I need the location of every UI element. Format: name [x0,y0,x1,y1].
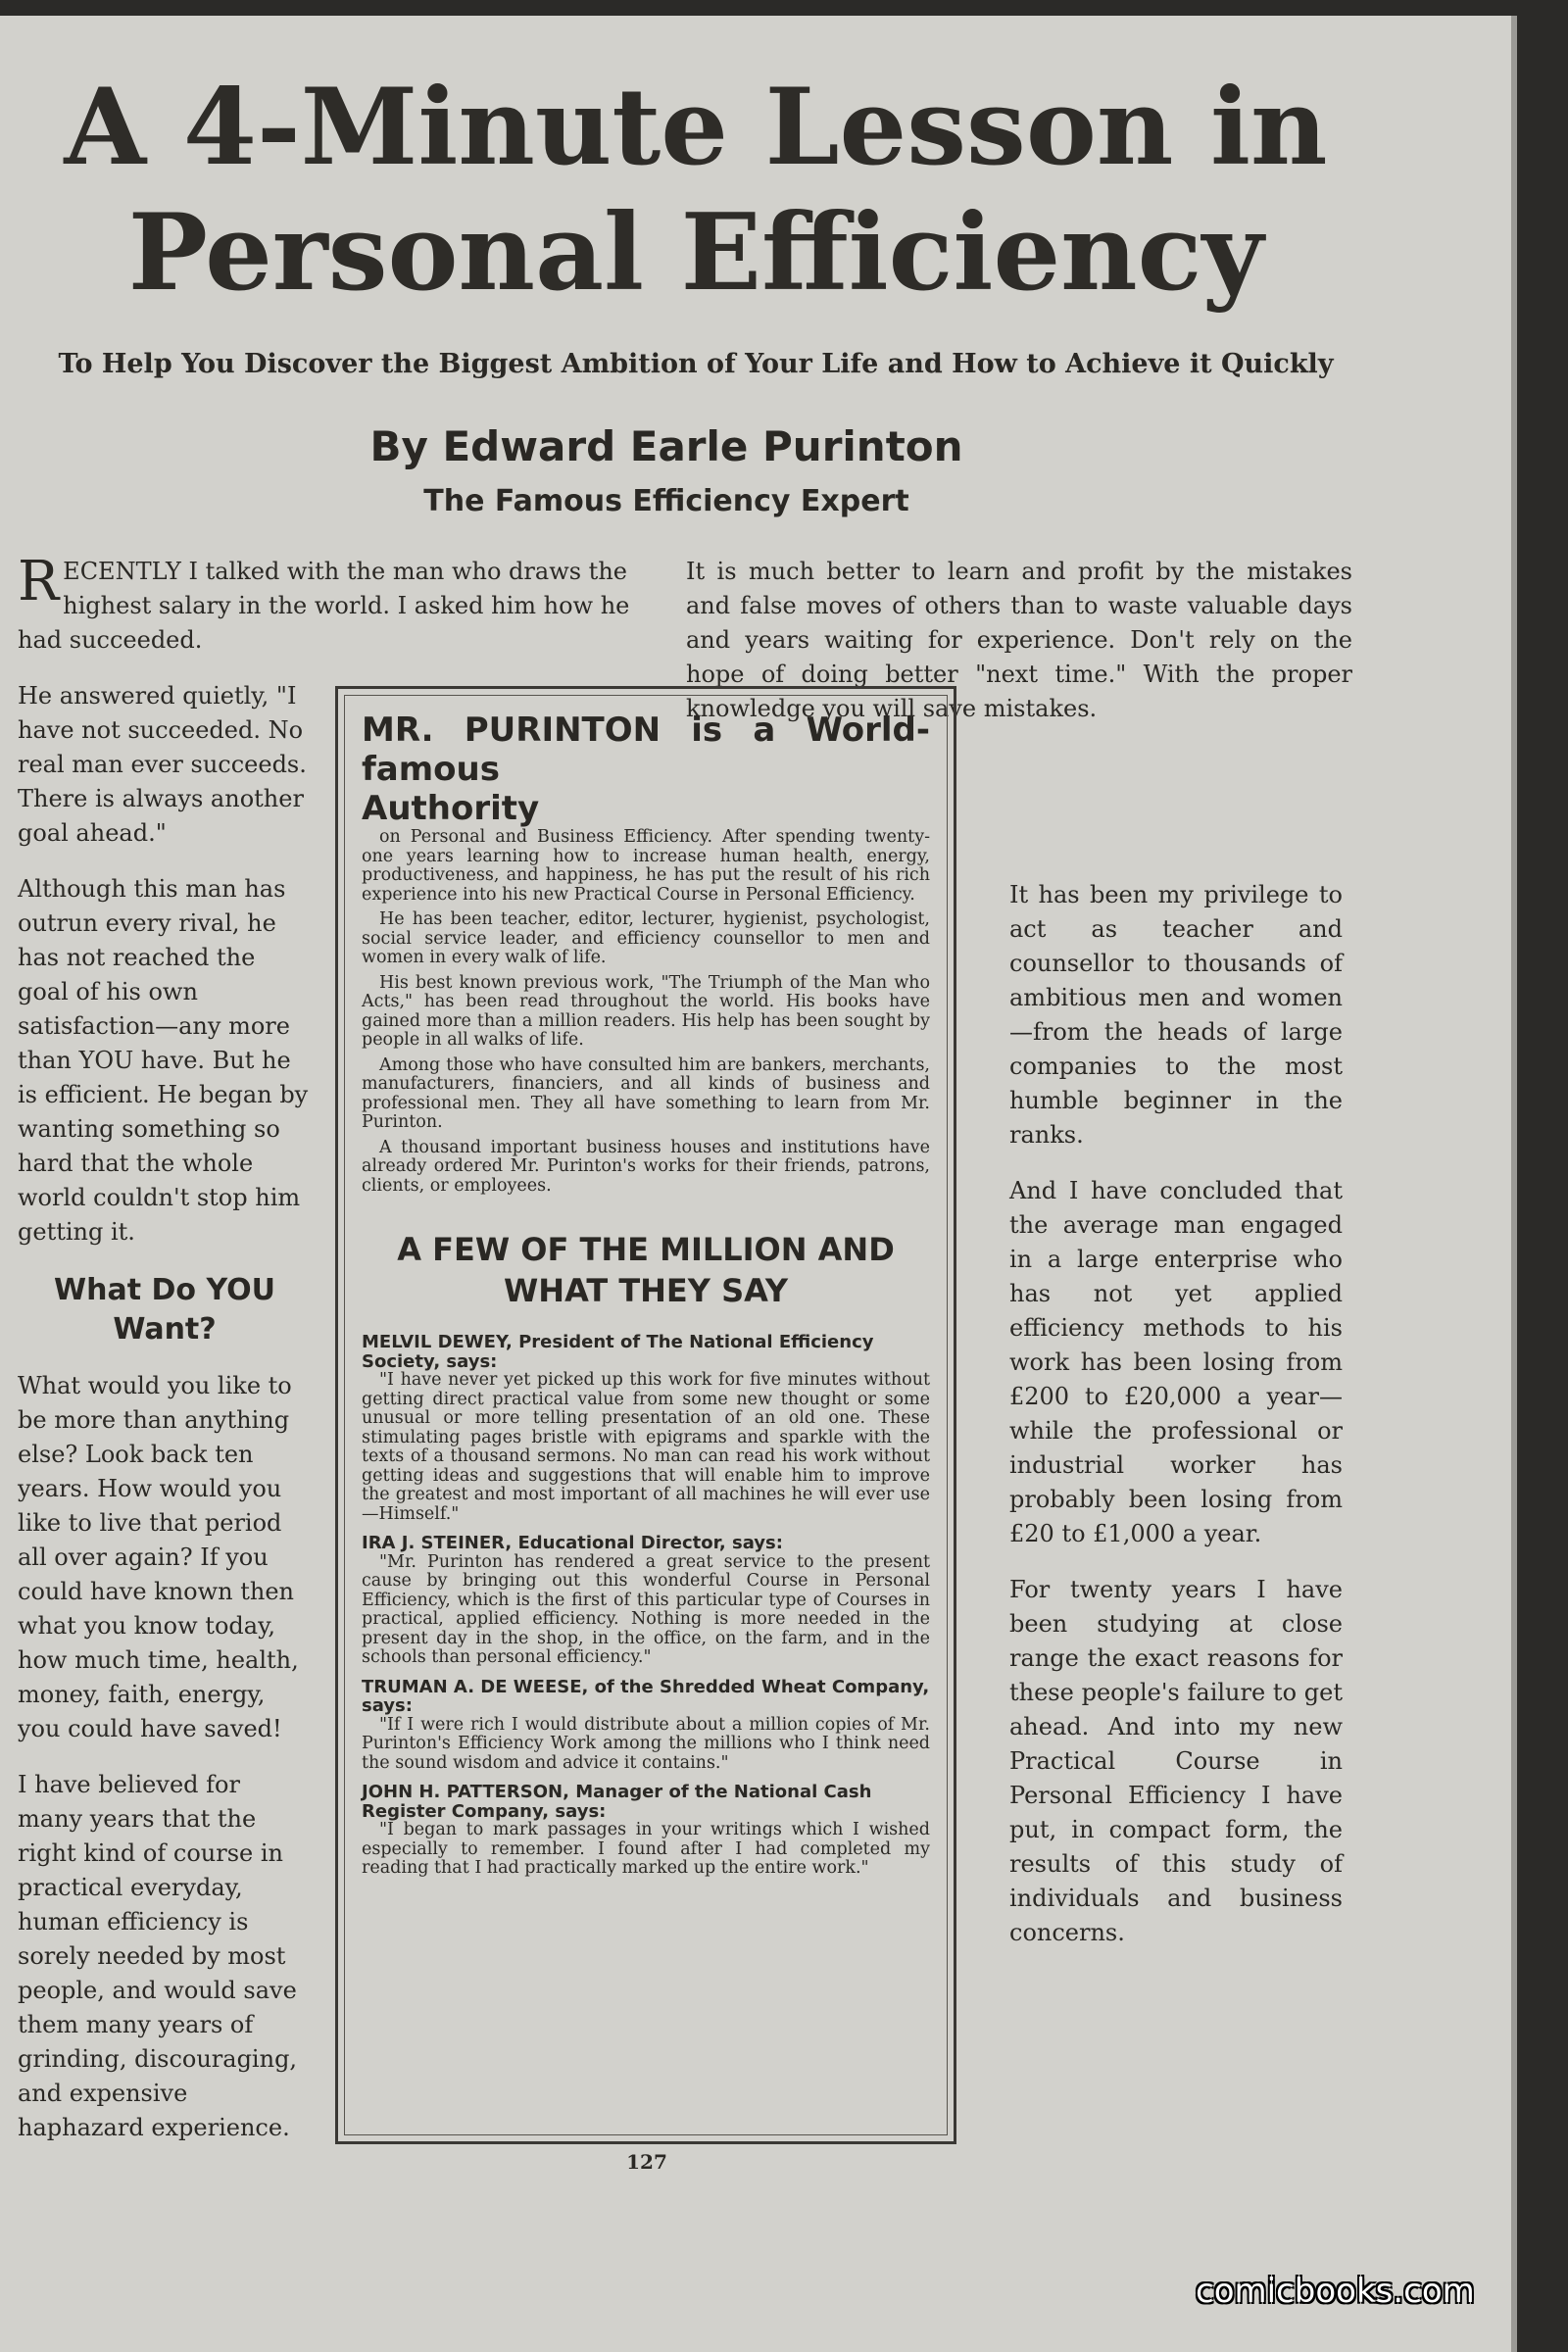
box-heading [362,710,930,828]
testimonials-heading: A FEW OF THE MILLION AND WHAT THEY SAY [397,1231,895,1309]
testimonial-quote: "Mr. Purinton has rendered a great service to the present cause by bringing out this wonderful Course in Personal Efficiency, which is the first of this particular type of Courses in practical, applied efficiency. Nothing is more needed in the present day in the shop, in the office, on the farm, and in the schools than personal efficiency." [362,1551,930,1667]
left-paragraph-4: What would you like to be more than anything else? Look back ten years. How would you like to live that period all over again? If you could have known then what you know today, how much time, health, money, faith, energy, you could have saved! [18,1372,299,1742]
testimonial-quote: "I have never yet picked up this work for five minutes without getting direct practical value from some new thought or some unusual or more telling presentation of an old one. These stimulating pages bristle with epigrams and sparkle with the texts of a thousand sermons. No man can read his work without getting ideas and suggestions that will enable him to improve the greatest and most important of all machines he will ever use—Himself." [362,1370,930,1524]
drop-cap: R [18,550,60,613]
testimonial [362,1534,930,1668]
intro-text: ECENTLY I talked with the man who draws the highest salary in the world. I asked him how he had succeeded. [18,558,630,654]
testimonial-author: IRA J. STEINER, Educational Director, says: [362,1533,783,1553]
left-paragraph-5: I have believed for many years that the right kind of course in practical everyday, human efficiency is sorely needed by most people, and would save them many years of grinding, discouraging, and expensive haphazard experience. [18,1771,298,2141]
left-paragraph-3: Although this man has outrun every rival, he has not reached the goal of his own satisfaction—any more than YOU have. But he is efficient. He began by wanting something so hard that the whole world couldn't stop him getting it. [18,875,309,1246]
testimonial [362,1333,930,1524]
testimonial-quote: "If I were rich I would distribute about a million copies of Mr. Purinton's Efficiency Work among the millions who I think need the sound wisdom and advice it contains." [362,1714,930,1773]
author-byline: By Edward Earle Purinton [369,422,963,470]
authority-sidebar-box [335,686,956,2144]
left-paragraph-2: He answered quietly, "I have not succeeded. No real man ever succeeds. There is always another goal ahead." [18,682,307,847]
watermark: comicbooks.com [1196,2272,1475,2311]
box-heading-line: MR. PURINTON is a World-famous [362,710,930,789]
article-subtitle: To Help You Discover the Biggest Ambition of Your Life and How to Achieve it Quickly [58,349,1334,379]
testimonial-author: TRUMAN A. DE WEESE, of the Shredded Wheat Company, says: [362,1676,930,1716]
testimonial-author: MELVIL DEWEY, President of The National Efficiency Society, says: [362,1332,874,1372]
box-heading-authority: Authority [362,789,540,828]
box-paragraph-3: His best known previous work, "The Triumph of the Man who Acts," has been read throughout the world. His books have gained more than a million readers. His help has been sought by people in all walks of life. [362,972,930,1050]
right-paragraph-4: For twenty years I have been studying at close range the exact reasons for these people's failure to get ahead. And into my new Practical Course in Personal Efficiency I have put, in compact form, the results of this study of individuals and business concerns. [1009,1576,1343,1946]
title-line-1: A 4-Minute Lesson in [64,66,1328,189]
testimonial [362,1678,930,1774]
intro-paragraph [18,550,645,658]
right-paragraph-3: And I have concluded that the average man engaged in a large enterprise who has not yet applied efficiency methods to his work has been losing from £200 to £20,000 a year—while the professional or industrial worker has probably been losing from £20 to £1,000 a year. [1009,1177,1343,1547]
page-number: 127 [626,2150,667,2174]
testimonial-quote: "I began to mark passages in your writings which I wished especially to remember. I found after I had completed my reading that I had practically marked up the entire work." [362,1820,930,1878]
magazine-page [0,16,1517,2352]
box-paragraph-5: A thousand important business houses and institutions have already ordered Mr. Purinton's works for their friends, patrons, clients, or employees. [362,1137,930,1196]
box-paragraph-2: He has been teacher, editor, lecturer, hygienist, psychologist, social service leader, and efficiency counsellor to men and women in every walk of life. [362,909,930,967]
box-paragraph-1: on Personal and Business Efficiency. After spending twenty-one years learning how to increase human health, energy, productiveness, and happiness, he has put the result of his rich experience into his new Practical Course in Personal Efficiency. [362,827,930,905]
right-paragraph-2: It has been my privilege to act as teacher and counsellor to thousands of ambitious men and women—from the heads of large companies to the most humble beginner in the ranks. [1009,881,1343,1149]
article-title [20,65,1372,316]
author-description: The Famous Efficiency Expert [423,484,909,518]
testimonial-author: JOHN H. PATTERSON, Manager of the National Cash Register Company, says: [362,1782,872,1822]
right-paragraph-1-text: It is much better to learn and profit by the mistakes and false moves of others than to waste valuable days and years waiting for experience. Don't rely on the hope of doing better "next time." With the proper knowledge you will save mistakes. [686,558,1352,722]
title-line-2: Personal Efficiency [127,191,1264,315]
section-heading-what-do-you-want: What Do YOU Want? [54,1273,275,1347]
box-paragraph-4: Among those who have consulted him are bankers, merchants, manufacturers, financiers, and all kinds of business and professional men. They all have something to learn from Mr. Purinton. [362,1054,930,1132]
right-narrow-column [1009,878,1343,1972]
testimonial [362,1783,930,1879]
